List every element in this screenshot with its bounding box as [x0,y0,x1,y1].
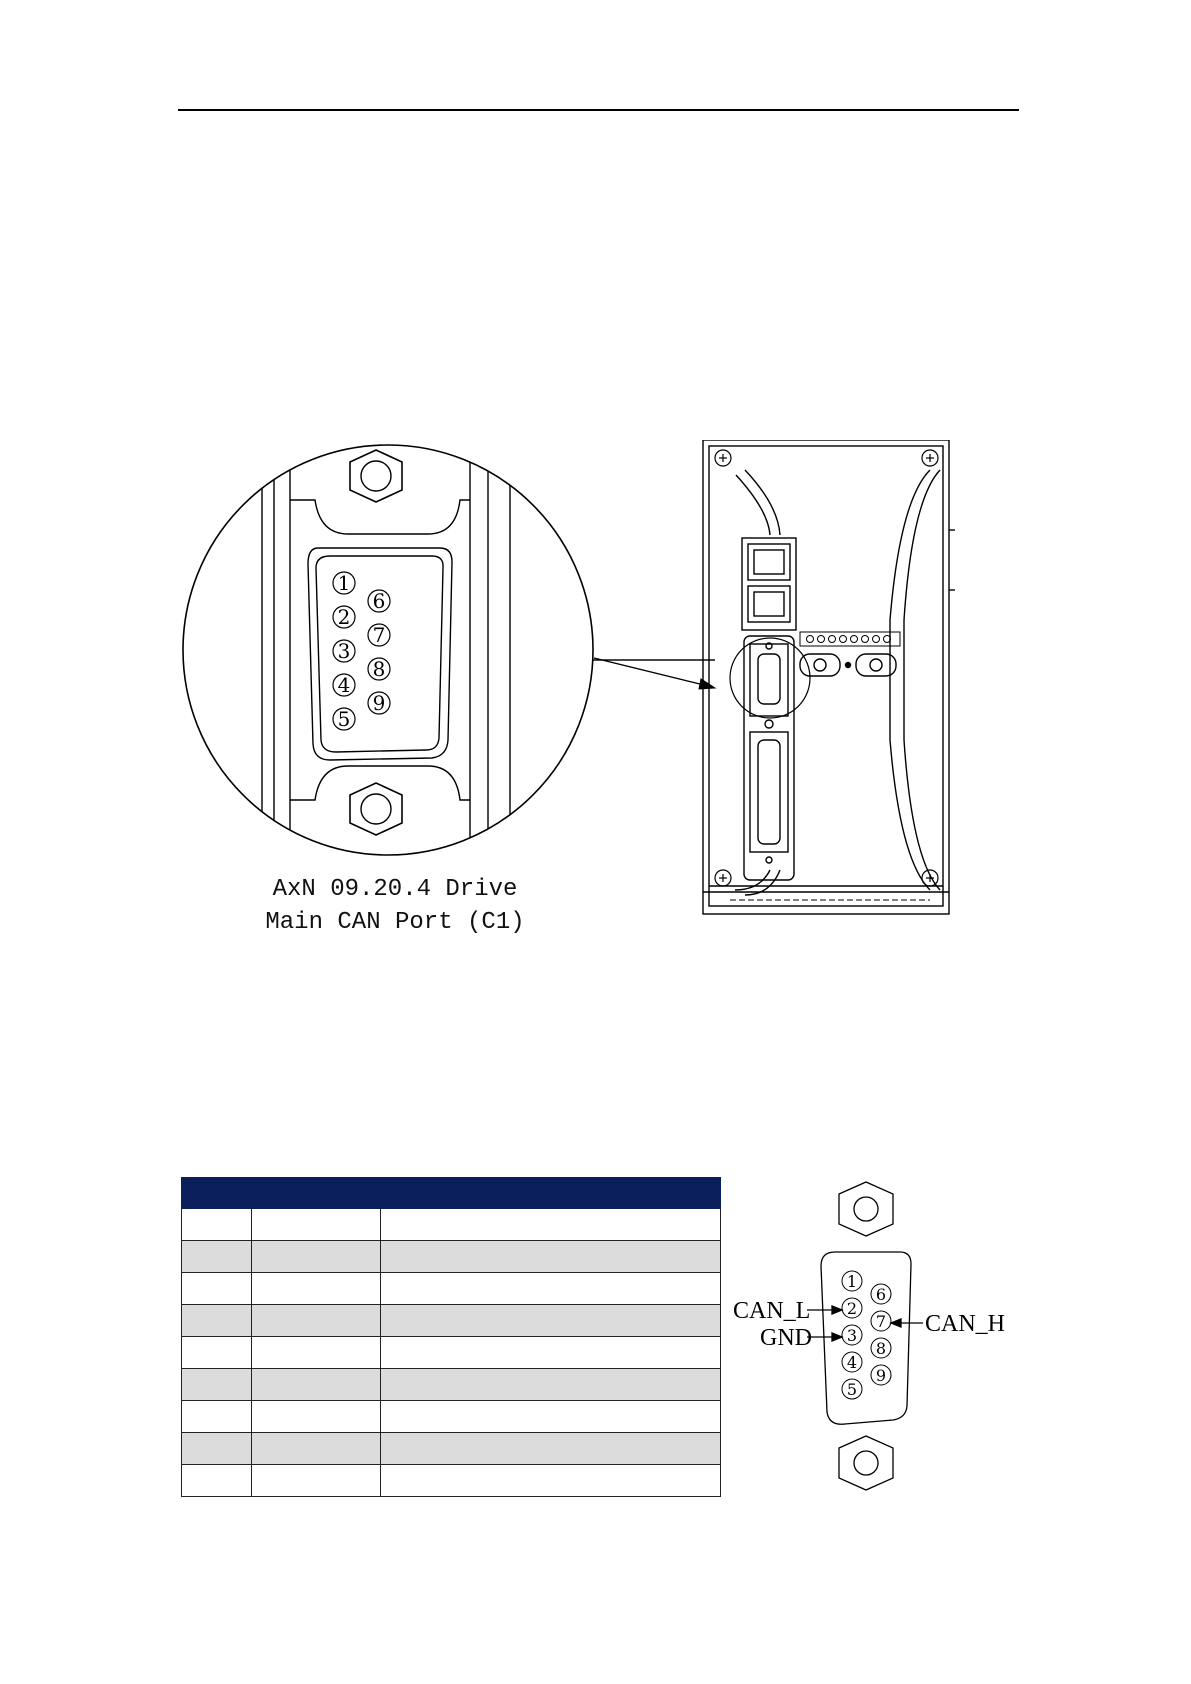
svg-text:3: 3 [846,1326,858,1345]
table-cell [182,1241,252,1273]
label-can-l: CAN_L [733,1298,811,1324]
table-header-row [182,1178,721,1209]
table-row [182,1209,721,1241]
table-row [182,1465,721,1497]
figure-caption [230,873,560,939]
svg-text:1: 1 [846,1272,858,1291]
table-cell [380,1209,720,1241]
svg-text:8: 8 [372,657,386,681]
table-cell [251,1241,380,1273]
table-cell [380,1337,720,1369]
table-cell [182,1305,252,1337]
table-cell [182,1401,252,1433]
table-cell [380,1369,720,1401]
svg-text:5: 5 [846,1380,858,1399]
table-cell [251,1401,380,1433]
svg-text:2: 2 [337,605,351,629]
pin-5 [842,1379,862,1399]
pin-1 [842,1271,862,1291]
hex-nut-bottom [839,1436,893,1490]
pin-6 [871,1284,891,1304]
drive-outline [703,440,955,940]
table-cell [251,1305,380,1337]
table-cell [182,1433,252,1465]
table-row [182,1241,721,1273]
table-cell [251,1465,380,1497]
table-cell [182,1369,252,1401]
table-header-cell [251,1178,380,1209]
table-header-cell [380,1178,720,1209]
pin-8 [871,1338,891,1358]
svg-text:1: 1 [337,571,351,595]
table-cell [380,1305,720,1337]
svg-text:3: 3 [337,639,351,663]
label-can-h: CAN_H [925,1311,1006,1337]
table-cell [251,1273,380,1305]
table-row [182,1433,721,1465]
table-cell [380,1241,720,1273]
pin-2 [842,1298,862,1318]
table-cell [251,1369,380,1401]
svg-text:5: 5 [337,707,351,731]
label-gnd: GND [760,1325,812,1351]
table-row [182,1369,721,1401]
table-row [182,1337,721,1369]
pin-3 [842,1325,862,1345]
table-cell [251,1209,380,1241]
table-header-cell [182,1178,252,1209]
pinout-diagram [725,1180,1025,1500]
svg-text:6: 6 [875,1285,887,1304]
table-row [182,1273,721,1305]
table-cell [251,1433,380,1465]
svg-text:9: 9 [372,691,386,715]
pin-4 [842,1352,862,1372]
table-cell [380,1401,720,1433]
header-rule [178,109,1019,111]
pin-table [181,1177,721,1497]
pin-9 [871,1365,891,1385]
hex-nut-top [839,1182,893,1236]
svg-text:9: 9 [875,1366,887,1385]
pin-7 [871,1311,891,1331]
svg-text:4: 4 [846,1353,858,1372]
svg-text:8: 8 [875,1339,887,1358]
svg-text:6: 6 [372,589,386,613]
table-cell [380,1465,720,1497]
zoom-detail [183,440,593,880]
table-row [182,1401,721,1433]
drive-diagram [170,440,970,940]
svg-text:4: 4 [337,673,351,697]
table-cell [251,1337,380,1369]
table-cell [182,1209,252,1241]
caption-line-1: AxN 09.20.4 Drive [272,876,518,903]
caption-line-2: Main CAN Port (C1) [265,909,525,936]
svg-text:2: 2 [846,1299,858,1318]
svg-text:7: 7 [372,623,386,647]
table-cell [380,1273,720,1305]
table-cell [182,1273,252,1305]
table-cell [182,1465,252,1497]
table-cell [380,1433,720,1465]
svg-text:7: 7 [875,1312,887,1331]
table-cell [182,1337,252,1369]
table-row [182,1305,721,1337]
